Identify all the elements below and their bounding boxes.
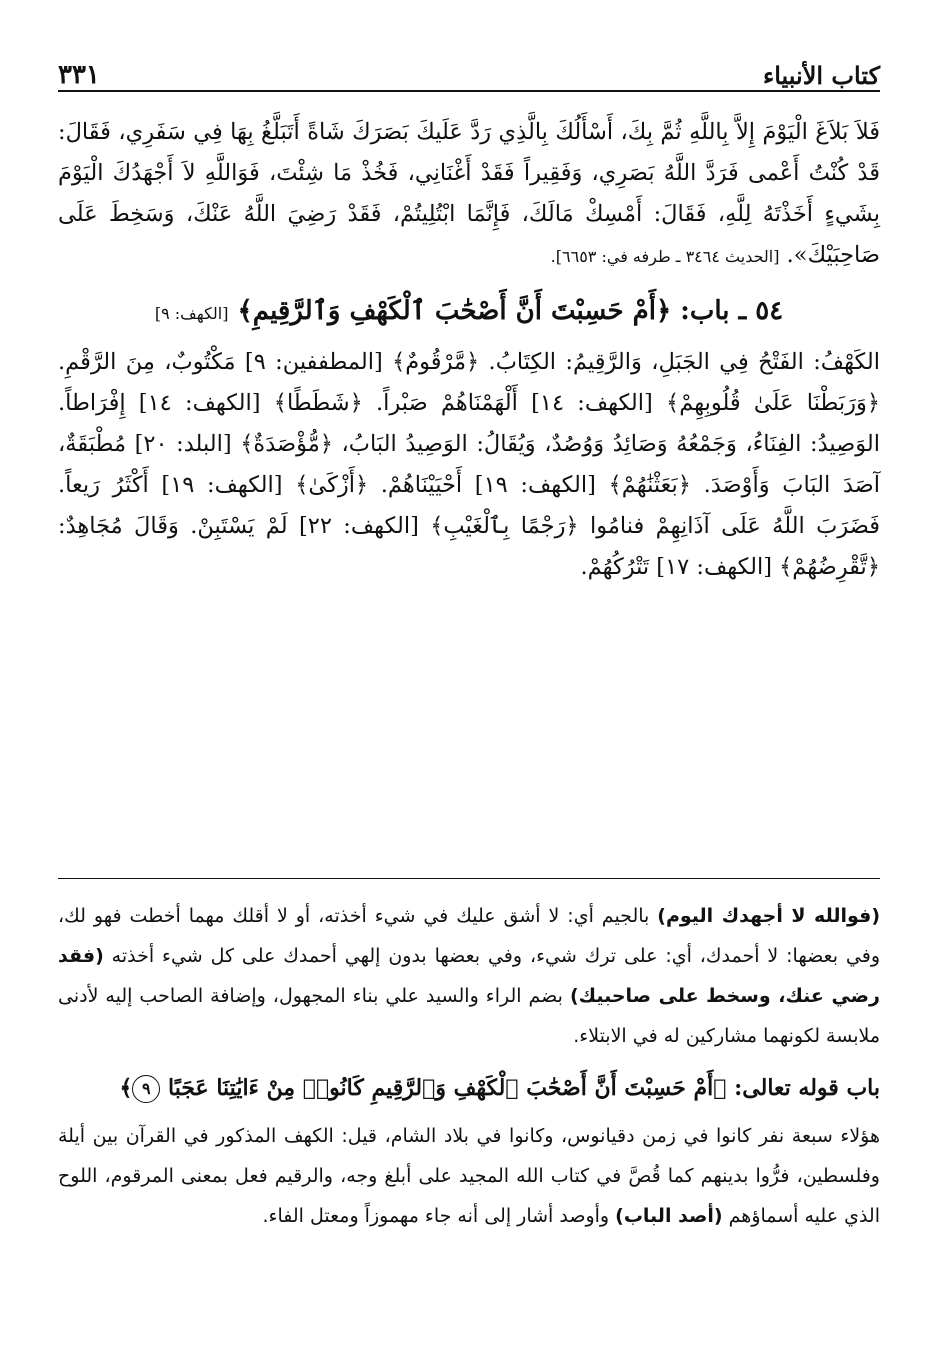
book-title: كتاب الأنبياء (762, 61, 880, 90)
chapter-quote: ﴿أَمْ حَسِبْتَ أَنَّ أَصْحَٰبَ ٱلْكَهْفِ وَٱلرَّقِيمِ﴾ (237, 296, 672, 326)
commentary-lemma-3: (أصد الباب) (615, 1205, 723, 1227)
hadith-paragraph (58, 112, 880, 277)
main-text (58, 112, 880, 588)
commentary-text-4: وأوصد أشار إلى أنه جاء مهموزاً ومعتل الفاء. (262, 1205, 616, 1227)
chapter-label: ٥٤ ـ باب: (680, 296, 784, 326)
commentary-text-2: بضم الراء والسيد علي بناء المجهول، وإضافة الصاحب إليه لأدنى ملابسة لكونهما مشاركين له في الابتلاء. (58, 985, 880, 1047)
page-number: ٣٣١ (58, 60, 100, 90)
chapter-reference: [الكهف: ٩] (154, 304, 229, 323)
commentary-paragraph-2 (58, 1116, 880, 1236)
hadith-reference: [الحديث ٣٤٦٤ ـ طرفه في: ٦٦٥٣]. (550, 247, 780, 266)
commentary-section (58, 896, 880, 1236)
footnote-divider (58, 878, 880, 879)
commentary-heading-label: باب قوله تعالى: (734, 1075, 880, 1101)
running-head (58, 44, 880, 92)
commentary-heading-close: ﴾ (119, 1075, 133, 1101)
commentary-text-1: بالجيم أي: لا أشق عليك في شيء أخذته، أو لا أقلك مهما أخطت فهو لك، وفي بعضها: لا أحمدك، أي: على ترك شيء، وفي بعضها بدون إلهي أحمدك على كل شيء أخذته (58, 905, 880, 967)
gloss-paragraph: الكَهْفُ: الفَتْحُ فِي الجَبَلِ، وَالرَّقِيمُ: الكِتَابُ. ﴿مَّرْقُومٌ﴾ [المطففين: ٩] مَكْتُوبٌ، مِنَ الرَّقْمِ. ﴿وَرَبَطْنَا عَلَىٰ قُلُوبِهِمْ﴾ [الكهف: ١٤] أَلْهَمْنَاهُمْ صَبْراً. ﴿شَطَطًا﴾ [الكهف: ١٤] إِفْرَاطاً. الوَصِيدُ: الفِنَاءُ، وَجَمْعُهُ وَصَائِدُ وَوُصُدٌ، وَيُقَالُ: الوَصِيدُ البَابُ، ﴿مُّؤْصَدَةٌ﴾ [البلد: ٢٠] مُطْبَقَةٌ، آصَدَ البَابَ وَأَوْصَدَ. ﴿بَعَثْنَٰهُمْ﴾ [الكهف: ١٩] أَحْيَيْنَاهُمْ. ﴿أَزْكَىٰ﴾ [الكهف: ١٩] أَكْثَرُ رَيعاً. فَضَرَبَ اللَّهُ عَلَى آذَانِهِمْ فنامُوا ﴿رَجْمًا بِٱلْغَيْبِ﴾ [الكهف: ٢٢] لَمْ يَسْتَبِنْ. وَقَالَ مُجَاهِدٌ: ﴿تَّقْرِضُهُمْ﴾ [الكهف: ١٧] تَتْرُكُهُمْ. (58, 349, 881, 580)
hadith-text: فَلاَ بَلاَغَ الْيَوْمَ إِلاَّ بِاللَّهِ ثُمَّ بِكَ، أَسْأَلُكَ بِالَّذِي رَدَّ عَلَيكَ بَصَرَكَ شَاةً أَتَبَلَّغُ بِهَا فِي سَفَرِي، فَقَالَ: قَدْ كُنْتُ أَعْمى فَرَدَّ اللَّهُ بَصَرِي، وَفَقِيراً فَقَدْ أَغْنَانِي، فَخُذْ مَا شِئْتَ، فَوَاللَّهِ لاَ أَجْهَدُكَ الْيَوْمَ بِشَيءٍ أَخَذْتَهُ لِلَّهِ، فَقَالَ: أَمْسِكْ مَالَكَ، فَإِنَّمَا ابْتُلِيتُمْ، فَقَدْ رَضِيَ اللَّهُ عَنْكَ، وَسَخِطَ عَلَى صَاحِبَيْكَ». (58, 119, 880, 268)
commentary-heading-quote: ﴿أَمْ حَسِبْتَ أَنَّ أَصْحَٰبَ ٱلْكَهْفِ وَٱلرَّقِيمِ كَانُوا۟ مِنْ ءَايَٰتِنَا عَجَبًا (168, 1075, 727, 1101)
commentary-text-3: هؤلاء سبعة نفر كانوا في زمن دقيانوس، وكانوا في بلاد الشام، قيل: الكهف المذكور في القرآن بين أيلة وفلسطين، فرُّوا بدينهم كما قُصَّ في كتاب الله المجيد على أبلغ وجه، والرقيم فعل بمعنى المرقوم، اللوح الذي عليه أسماؤهم (58, 1125, 880, 1227)
chapter-heading (58, 289, 880, 336)
ayah-number-marker: ٩ (132, 1075, 160, 1103)
commentary-lemma-2: (فقد رضي عنك، وسخط على صاحبيك) (58, 945, 880, 1007)
book-page (58, 44, 880, 1344)
commentary-heading (58, 1068, 880, 1108)
commentary-lemma-1: (فوالله لا أجهدك اليوم) (657, 905, 881, 927)
commentary-paragraph-1 (58, 896, 880, 1056)
